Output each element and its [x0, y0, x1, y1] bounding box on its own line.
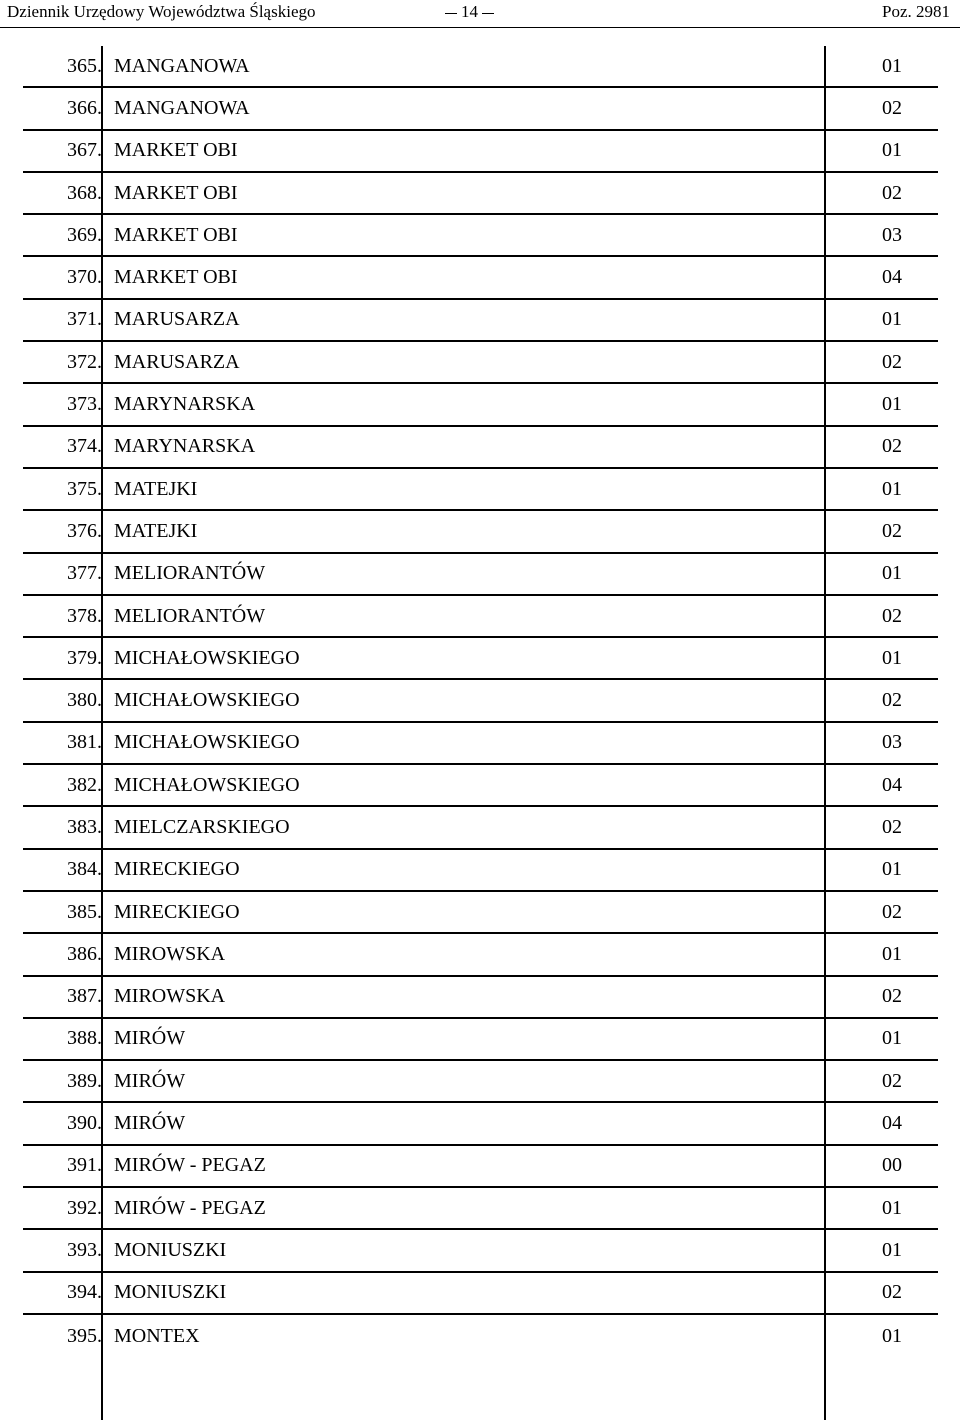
district-code: 01 [882, 308, 902, 331]
table-row [23, 342, 938, 384]
street-name: MARYNARSKA [114, 435, 256, 458]
street-name: MANGANOWA [114, 54, 250, 77]
row-number: 365. [67, 54, 102, 77]
street-name: MIRÓW [114, 1027, 186, 1050]
page-header [0, 0, 960, 30]
district-code: 01 [882, 1238, 902, 1261]
row-number: 390. [67, 1112, 102, 1135]
district-code: 02 [882, 604, 902, 627]
street-name: MONIUSZKI [114, 1238, 227, 1261]
table-row [23, 765, 938, 807]
row-number: 377. [67, 562, 102, 585]
table-row [23, 46, 938, 88]
row-number: 367. [67, 139, 102, 162]
table-row [23, 1230, 938, 1272]
street-name: MELIORANTÓW [114, 604, 266, 627]
district-code: 02 [882, 900, 902, 923]
district-code: 04 [882, 1112, 902, 1135]
table-row [23, 1273, 938, 1315]
street-name: MATEJKI [114, 477, 198, 500]
table-row [23, 215, 938, 257]
district-code: 02 [882, 985, 902, 1008]
row-number: 366. [67, 96, 102, 119]
table-row [23, 257, 938, 299]
row-number: 395. [67, 1324, 102, 1347]
table-row [23, 300, 938, 342]
district-code: 02 [882, 350, 902, 373]
row-number: 369. [67, 223, 102, 246]
row-number: 378. [67, 604, 102, 627]
street-name: MANGANOWA [114, 96, 250, 119]
street-name: MARKET OBI [114, 139, 238, 162]
row-number: 372. [67, 350, 102, 373]
street-name: MATEJKI [114, 519, 198, 542]
table-row [23, 384, 938, 426]
street-name: MARYNARSKA [114, 393, 256, 416]
district-code: 01 [882, 1324, 902, 1347]
table-row [23, 850, 938, 892]
street-name: MICHAŁOWSKIEGO [114, 731, 300, 754]
district-code: 02 [882, 181, 902, 204]
row-number: 391. [67, 1154, 102, 1177]
table-row [23, 807, 938, 849]
district-code: 01 [882, 1196, 902, 1219]
street-name: MIRÓW [114, 1069, 186, 1092]
street-name: MIROWSKA [114, 942, 226, 965]
row-number: 384. [67, 858, 102, 881]
row-number: 375. [67, 477, 102, 500]
row-number: 370. [67, 266, 102, 289]
district-code: 00 [882, 1154, 902, 1177]
position-reference: Poz. 2981 [882, 2, 950, 21]
street-name: MELIORANTÓW [114, 562, 266, 585]
table-row [23, 1146, 938, 1188]
table-row [23, 892, 938, 934]
table-row [23, 131, 938, 173]
dash-right [482, 13, 494, 14]
district-code: 01 [882, 858, 902, 881]
street-name: MIRÓW - PEGAZ [114, 1154, 266, 1177]
district-code: 01 [882, 942, 902, 965]
district-code: 04 [882, 266, 902, 289]
district-code: 02 [882, 435, 902, 458]
row-number: 393. [67, 1238, 102, 1261]
street-name: MIROWSKA [114, 985, 226, 1008]
district-code: 01 [882, 54, 902, 77]
district-code: 03 [882, 223, 902, 246]
dash-left [445, 13, 457, 14]
street-name: MONTEX [114, 1324, 200, 1347]
district-code: 02 [882, 1069, 902, 1092]
table-row [23, 1103, 938, 1145]
street-name: MICHAŁOWSKIEGO [114, 689, 300, 712]
district-code: 01 [882, 393, 902, 416]
row-number: 389. [67, 1069, 102, 1092]
district-code: 02 [882, 689, 902, 712]
header-divider [0, 27, 960, 28]
district-code: 01 [882, 646, 902, 669]
row-number: 382. [67, 773, 102, 796]
street-name: MIRECKIEGO [114, 900, 240, 923]
row-number: 381. [67, 731, 102, 754]
table-row [23, 469, 938, 511]
table-row [23, 1188, 938, 1230]
table-row [23, 596, 938, 638]
district-code: 04 [882, 773, 902, 796]
table-row [23, 427, 938, 469]
publication-title: Dziennik Urzędowy Województwa Śląskiego [7, 2, 316, 21]
table-row [23, 723, 938, 765]
street-name: MARKET OBI [114, 223, 238, 246]
district-code: 02 [882, 1281, 902, 1304]
table-row [23, 977, 938, 1019]
street-name: MIELCZARSKIEGO [114, 815, 290, 838]
street-table [23, 46, 938, 1357]
district-code: 01 [882, 139, 902, 162]
row-number: 379. [67, 646, 102, 669]
street-name: MARKET OBI [114, 181, 238, 204]
row-number: 380. [67, 689, 102, 712]
table-row [23, 554, 938, 596]
street-name: MICHAŁOWSKIEGO [114, 646, 300, 669]
table-row [23, 1315, 938, 1357]
page-number-value: 14 [461, 2, 478, 21]
district-code: 02 [882, 519, 902, 542]
page-number [441, 2, 498, 22]
street-name: MIRÓW [114, 1112, 186, 1135]
table-row [23, 638, 938, 680]
row-number: 368. [67, 181, 102, 204]
row-number: 374. [67, 435, 102, 458]
table-row [23, 88, 938, 130]
row-number: 383. [67, 815, 102, 838]
row-number: 373. [67, 393, 102, 416]
district-code: 02 [882, 815, 902, 838]
street-name: MIRÓW - PEGAZ [114, 1196, 266, 1219]
row-number: 394. [67, 1281, 102, 1304]
street-name: MARKET OBI [114, 266, 238, 289]
table-row [23, 1019, 938, 1061]
street-name: MIRECKIEGO [114, 858, 240, 881]
row-number: 376. [67, 519, 102, 542]
row-number: 386. [67, 942, 102, 965]
row-number: 385. [67, 900, 102, 923]
district-code: 02 [882, 96, 902, 119]
row-number: 388. [67, 1027, 102, 1050]
district-code: 03 [882, 731, 902, 754]
row-number: 392. [67, 1196, 102, 1219]
street-name: MARUSARZA [114, 308, 240, 331]
street-name: MARUSARZA [114, 350, 240, 373]
street-name: MICHAŁOWSKIEGO [114, 773, 300, 796]
district-code: 01 [882, 1027, 902, 1050]
table-row [23, 1061, 938, 1103]
table-row [23, 511, 938, 553]
district-code: 01 [882, 477, 902, 500]
row-number: 387. [67, 985, 102, 1008]
row-number: 371. [67, 308, 102, 331]
table-row [23, 173, 938, 215]
street-name: MONIUSZKI [114, 1281, 227, 1304]
table-row [23, 680, 938, 722]
district-code: 01 [882, 562, 902, 585]
table-row [23, 934, 938, 976]
